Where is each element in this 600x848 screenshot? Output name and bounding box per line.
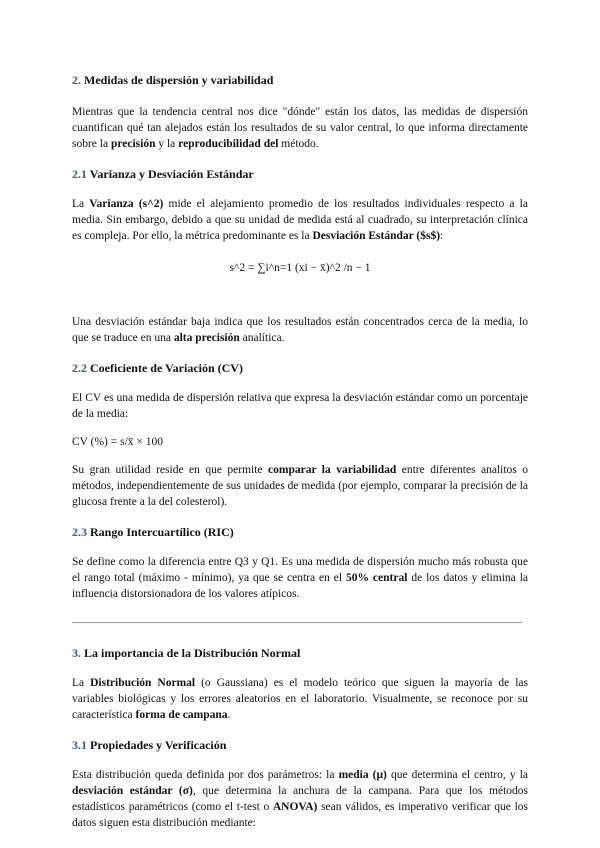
section-divider (72, 622, 522, 623)
section-2-heading (72, 72, 528, 88)
section-number: 2. (72, 73, 81, 87)
iqr-paragraph: Se define como la diferencia entre Q3 y Q1. Es una medida de dispersión mucho más robusta que el rango total (máximo - mínimo), ya que se centra en el 50% central de los datos y elimina la influencia distorsionadora de los valores atípicos. (72, 556, 528, 600)
document-page (72, 60, 528, 831)
section-number: 2.2 (72, 361, 87, 375)
properties-paragraph: Esta distribución queda definida por dos parámetros: la media (μ) que determina el centro, y la desviación estándar (σ), que determina la anchura de la campana. Para que los métodos estadísticos paramétricos (como el t-test o ANOVA) sean válidos, es imperativo verificar que los datos siguen esta distribución mediante: (72, 769, 529, 829)
section-title: Coeficiente de Variación (CV) (90, 361, 243, 375)
section-title: Propiedades y Verificación (90, 738, 227, 752)
section-title: Varianza y Desviación Estándar (89, 167, 254, 181)
section-number: 2.1 (72, 167, 87, 181)
section-2-3-heading (72, 524, 528, 540)
section-2-2-heading (72, 360, 528, 376)
cv-definition-paragraph: El CV es una medida de dispersión relativa que expresa la desviación estándar como un porcentaje de la media: (72, 392, 528, 420)
section-title: Medidas de dispersión y variabilidad (84, 73, 274, 87)
section-3-1-heading (72, 737, 528, 753)
section-2-1-heading (72, 166, 528, 182)
section-title: Rango Intercuartílico (RIC) (90, 525, 234, 539)
cv-usage-paragraph: Su gran utilidad reside en que permite comparar la variabilidad entre diferentes analitos o métodos, independientemente de sus unidades de medida (por ejemplo, comparar la precisión de la glucosa frente a la del colesterol). (72, 464, 528, 508)
variance-paragraph: La Varianza (s^2) mide el alejamiento promedio de los resultados individuales respecto a la media. Sin embargo, debido a que su unidad de medida está al cuadrado, su interpretación clínica es compleja. Por ello, la métrica predominante es la Desviación Estándar ($s$): (72, 198, 528, 242)
section-number: 3.1 (72, 738, 87, 752)
section-3-heading (72, 645, 528, 661)
section-2-intro: Mientras que la tendencia central nos dice "dónde" están los datos, las medidas de dispersión cuantifican qué tan alejados están los resultados de su valor central, lo que informa directamente sobre la precisión y la reproducibilidad del método. (72, 106, 528, 150)
section-number: 2.3 (72, 525, 87, 539)
variance-formula: s^2 = ∑i^n=1 (xi − x̄)^2 /n − 1 (229, 262, 371, 274)
cv-formula: CV (%) = s/x̄ × 100 (72, 436, 164, 448)
normal-distribution-paragraph: La Distribución Normal (o Gaussiana) es el modelo teórico que siguen la mayoría de las variables biológicas y los errores aleatorios en el laboratorio. Visualmente, se reconoce por su característica forma de campana. (72, 677, 528, 721)
std-dev-paragraph: Una desviación estándar baja indica que los resultados están concentrados cerca de la media, lo que se traduce en una alta precisión analítica. (72, 316, 528, 344)
section-number: 3. (72, 646, 81, 660)
section-title: La importancia de la Distribución Normal (84, 646, 301, 660)
